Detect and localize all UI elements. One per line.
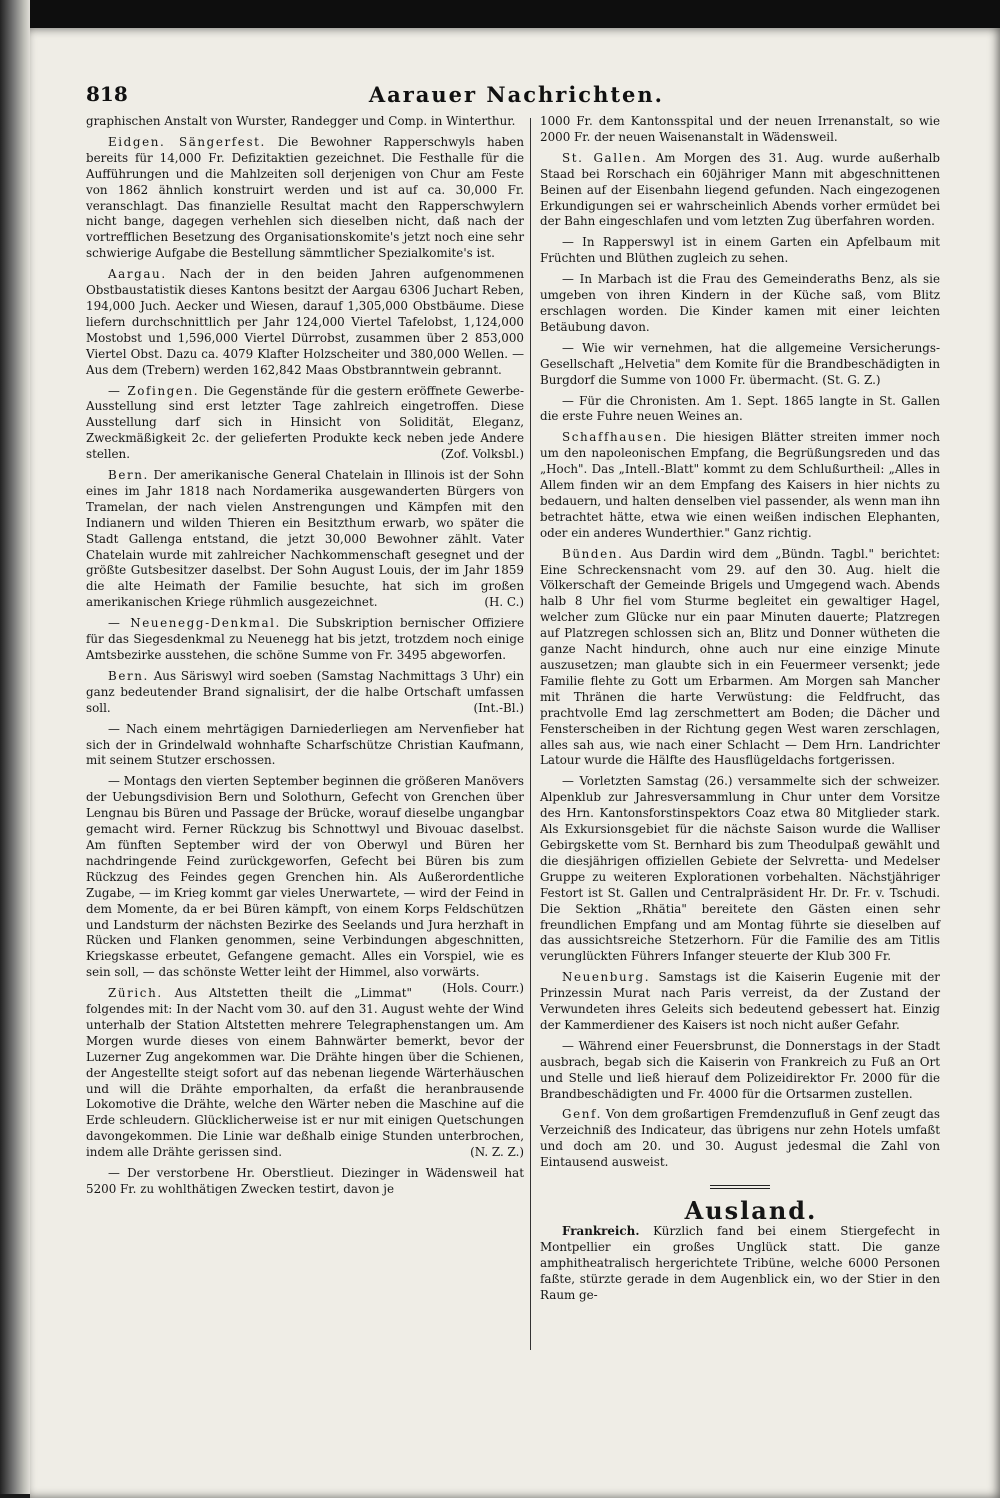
article-text: — Wie wir vernehmen, hat die allgemeine Versicherungs-Gesellschaft „Helvetia" dem Komite für die Brandbeschädigten in Burgdorf die Summe von 1000 Fr. übermacht. (St. G. Z.) — [540, 340, 940, 387]
article-text: Am Morgen des 31. Aug. wurde außerhalb Staad bei Rorschach ein 60jähriger Mann mit abgeschnittenen Beinen auf der Eisenbahn liegend gefunden. Nach eingezogenen Erkundigungen sei er wahrscheinlich Abends vorher ermüdet bei der Bahn eingeschlafen und vom letzten Zug überfahren worden. — [540, 150, 940, 229]
page-header — [86, 82, 664, 112]
article-source: (H. C.) — [484, 595, 524, 610]
article-paragraph — [540, 1039, 940, 1103]
article-text: Kürzlich fand bei einem Stiergefecht in Montpellier ein großes Unglück statt. Die ganze amphitheatralisch hergerichtete Tribüne, welche 6000 Personen faßte, stürzte gerade in dem Augenblick ein, wo der Stier in den Raum ge- — [540, 1224, 940, 1302]
article-paragraph — [540, 774, 940, 965]
article-source: (N. Z. Z.) — [470, 1145, 524, 1160]
article-paragraph — [86, 468, 524, 611]
article-text: Die Gegenstände für die gestern eröffnete Gewerbe-Ausstellung sind erst letzter Tage zahlreich eingetroffen. Diese Ausstellung darf sich in Hinsicht von Solidität, Eleganz, Zweckmäßigkeit 2c. der gelieferten Produkte keck neben jede Andere stellen. — [86, 383, 524, 462]
article-dateline: Schaffhausen. — [562, 430, 669, 445]
article-paragraph — [540, 1107, 940, 1171]
article-text: Aus Altstetten theilt die „Limmat" folgendes mit: In der Nacht vom 30. auf den 31. August wehte der Wind unterhalb der Station Altstetten mehrere Telegraphenstangen um. Am Morgen wurde dieses von einem Bahnwärter bemerkt, bevor der Luzerner Zug angekommen war. Die Drähte hingen über die Schienen, der Angestellte steigt sofort auf das nebenan liegende Wärterhäuschen und will die Drähte emporhalten, da erfaßt die heranbrausende Lokomotive die Drähte, welche den Wärter neben die Maschine auf die Erde schleudern. Glücklicherweise ist er nur mit einigen Quetschungen davongekommen. Die Linie war deßhalb einige Stunden unterbrochen, indem alle Drähte gerissen sind. — [86, 986, 524, 1160]
masthead-title: Aarauer Nachrichten. — [368, 82, 664, 107]
article-paragraph — [86, 267, 524, 378]
article-paragraph — [540, 151, 940, 231]
article-text: Nach der in den beiden Jahren aufgenommenen Obstbaustatistik dieses Kantons besitzt der Aargau 6306 Juchart Reben, 194,000 Juch. Aecker und Wiesen, darauf 1,305,000 Obstbäume. Diese liefern durchschnittlich per Jahr 124,000 Viertel Tafelobst, 1,124,000 Mostobst und 1,596,000 Viertel Dürrobst, zusammen über 2 853,000 Viertel Obst. Dazu ca. 4079 Klafter Holzscheiter und 380,000 Wellen. — Aus dem (Trebern) werden 162,842 Maas Obstbranntwein gebrannt. — [86, 267, 524, 377]
article-text: Aus Dardin wird dem „Bündn. Tagbl." berichtet: Eine Schreckensnacht vom 29. auf den 30. Aug. hielt die Völkerschaft der Gemeinde Brigels und Umgegend wach. Abends halb 8 Uhr fiel vom Sturme begleitet ein gewaltiger Hagel, welcher zum Glücke nur ein paar Minuten dauerte; Platzregen auf Platzregen schlossen sich an, Blitz und Donner wütheten die ganze Nacht hindurch, ohne auch nur eine einzige Minute auszusetzen; man glaubte sich in ein Feuermeer versenkt; jede Familie flehte zu Gott um Erbarmen. Am Morgen sah Mancher mit Thränen die harte Verwüstung: die Feldfrucht, das prachtvolle Emd lag zerschmettert am Boden; die Dächer und Fensterscheiben in der Richtung gegen West waren zerschlagen, alles sah aus, wie nach einer Schlacht — Dem Hrn. Landrichter Latour wurde die Hälfte des Hausflügeldachs fortgerissen. — [540, 546, 940, 768]
article-paragraph — [540, 394, 940, 426]
article-paragraph — [540, 235, 940, 267]
article-text: Die hiesigen Blätter streiten immer noch um den napoleonischen Empfang, die Begrüßungsreden und das „Hoch". Das „Intell.-Blatt" kommt zu dem Schlußurtheil: „Alles in Allem finden wir an dem Empfang des Kaisers in hier nichts zu bedauern, und halten denselben viel passender, als wenn man ihn betrachtet hätte, etwa wie einen weißen indischen Elephanten, oder ein anderes Wunderthier." Ganz richtig. — [540, 430, 940, 540]
section-divider — [710, 1185, 770, 1189]
page-number: 818 — [86, 82, 128, 106]
article-paragraph — [86, 986, 524, 1161]
article-source: (Hols. Courr.) — [441, 981, 524, 996]
article-paragraph — [86, 669, 524, 717]
article-paragraph — [86, 616, 524, 664]
article-paragraph — [540, 430, 940, 541]
article-dateline: Frankreich. — [562, 1224, 640, 1238]
article-paragraph — [86, 722, 524, 770]
article-paragraph — [540, 114, 940, 146]
left-column — [86, 114, 524, 1203]
article-paragraph — [86, 1166, 524, 1198]
article-dateline: — Neuenegg-Denkmal. — [108, 616, 281, 631]
article-paragraph — [540, 547, 940, 770]
article-text: Der amerikanische General Chatelain in Illinois ist der Sohn eines im Jahr 1818 nach Nordamerika ausgewanderten Bürgers von Tramelan, der nach vielen Anstrengungen und Kämpfen mit den Indianern und wilden Thieren ein Besitzthum erwarb, wo später die Stadt Gallenga entstand, die jetzt 30,000 Bewohner zählt. Vater Chatelain wurde mit zahlreicher Nachkommenschaft gesegnet und der größte Gutsbesitzer daselbst. Der Sohn August Louis, der im Jahr 1859 die alte Heimath der Familie besuchte, hat sich im großen amerikanischen Kriege rühmlich ausgezeichnet. — [86, 468, 524, 610]
article-text: — Für die Chronisten. Am 1. Sept. 1865 langte in St. Gallen die erste Fuhre neuen Weines an. — [540, 393, 940, 424]
article-paragraph — [86, 135, 524, 262]
article-text: Aus Säriswyl wird soeben (Samstag Nachmittags 3 Uhr) ein ganz bedeutender Brand signalisirt, der die halbe Ortschaft umfassen soll. — [86, 668, 524, 715]
article-dateline: St. Gallen. — [562, 150, 648, 165]
article-text: — Montags den vierten September beginnen die größeren Manövers der Uebungsdivision Bern und Solothurn, Gefecht von Grenchen über Lengnau bis Büren und Passage der Brücke, worauf dieselbe ungangbar gemacht wird. Ferner Rückzug bis Schnottwyl und Bivouac daselbst. Am fünften September wird der von Oberwyl und Büren her nachdringende Feind zurückgeworfen, Gefecht bei Büren bis zum Rückzug des Feindes gegen Grenchen hin. Als Außerordentliche Zugabe, — im Krieg kommt gar vieles Unerwartete, — wird der Feind in dem Momente, da er bei Büren kämpft, von einem Korps Feldschützen und Landsturm der nächsten Bezirke des Seelands und Jura herzhaft in Rücken und Flanken genommen, seine Verbindungen abgeschnitten, Kriegskasse erbeutet, Gefangene gemacht. Alles ein Vorspiel, wie es sein soll, — das schönste Wetter leiht der Himmel, also vorwärts. — [86, 774, 524, 980]
article-text: — Nach einem mehrtägigen Darniederliegen am Nervenfieber hat sich der in Grindelwald wohnhafte Scharfschütze Christian Kaufmann, mit seinem Stutzer erschossen. — [86, 721, 524, 768]
book-binding — [0, 0, 30, 1494]
article-dateline: Genf. — [562, 1107, 602, 1122]
right-column — [540, 114, 940, 1309]
article-dateline: — Zofingen. — [108, 383, 200, 398]
article-paragraph — [540, 272, 940, 336]
article-text: — Vorletzten Samstag (26.) versammelte sich der schweizer. Alpenklub zur Jahresversammlung in Chur unter dem Vorsitze des Hrn. Kantonsforstinspektors Coaz etwa 80 Mitglieder stark. Als Exkursionsgebiet für die nächste Saison wurde die Walliser Gebirgskette vom St. Bernhard bis zum Theodulpaß gewählt und die diesjährigen offiziellen Gebiete der Selvretta- und Medelser Gruppe zu weiteren Explorationen vorbehalten. Nächstjähriger Festort ist St. Gallen und Centralpräsident Hr. Dr. Fr. v. Tschudi. Die Sektion „Rhätia" bereitete den Gästen einen sehr freundlichen Empfang und am Montag führte sie dieselben auf das aussichtsreiche Stetzerhorn. Für die Familie des am Titlis verunglückten Führers Infanger steuerte der Klub 300 Fr. — [540, 774, 940, 964]
article-text: Die Bewohner Rapperschwyls haben bereits für 14,000 Fr. Defizitaktien gezeichnet. Die Festhalle für die Aufführungen und die Mahlzeiten soll derjenigen von Chur am Feste von 1862 ähnlich konstruirt werden und ist auf ca. 30,000 Fr. veranschlagt. Das finanzielle Resultat macht den Rapperschwylern nicht bange, dagegen verhehlen sich dieselben nicht, daß nach der vortrefflichen Besetzung des Organisationskomite's jetzt noch eine sehr schwierige Aufgabe die Bestellung sämmtlicher Spezialkomite's ist. — [86, 134, 524, 261]
article-dateline: Eidgen. Sängerfest. — [108, 134, 266, 149]
article-paragraph — [540, 341, 940, 389]
article-dateline: Neuenburg. — [562, 970, 651, 985]
article-dateline: Zürich. — [108, 986, 163, 1001]
article-text: — Während einer Feuersbrunst, die Donnerstags in der Stadt ausbrach, begab sich die Kaiserin von Frankreich zu Fuß an Ort und Stelle und ließ hierauf dem Polizeidirektor Fr. 2000 für die Brandbeschädigten und Fr. 4000 für die Ortsarmen zustellen. — [540, 1038, 940, 1101]
article-paragraph — [540, 1224, 940, 1304]
article-text: Die Subskription bernischer Offiziere für das Siegesdenkmal zu Neuenegg hat bis jetzt, trotzdem noch einige Amtsbezirke ausstehen, die schöne Summe von Fr. 3495 abgeworfen. — [86, 616, 524, 662]
column-divider — [530, 118, 531, 1350]
article-paragraph — [540, 970, 940, 1034]
article-source: (Zof. Volksbl.) — [440, 447, 524, 462]
article-dateline: Bern. — [108, 468, 149, 483]
article-source: (Int.-Bl.) — [473, 700, 524, 715]
section-title-ausland: Ausland. — [684, 1196, 818, 1226]
article-paragraph — [86, 114, 524, 130]
article-paragraph — [86, 384, 524, 464]
article-dateline: Bern. — [108, 668, 149, 683]
article-text: Samstags ist die Kaiserin Eugenie mit der Prinzessin Murat nach Paris verreist, da der Zustand der Verwundeten ihres Geleits sich bedeutend gebessert hat. Einzig der Kammerdiener des Kaisers ist noch nicht außer Gefahr. — [540, 970, 940, 1032]
article-text: — In Rapperswyl ist in einem Garten ein Apfelbaum mit Früchten und Blüthen zugleich zu sehen. — [540, 235, 940, 266]
article-dateline: Aargau. — [108, 267, 167, 282]
article-text: Von dem großartigen Fremdenzufluß in Genf zeugt das Verzeichniß des Indicateur, das übrigens nur zehn Hotels umfaßt und doch am 20. und 30. August jedesmal die Zahl von Eintausend ausweist. — [540, 1107, 940, 1170]
article-text: — Der verstorbene Hr. Oberstlieut. Diezinger in Wädensweil hat 5200 Fr. zu wohlthätigen Zwecken testirt, davon je — [86, 1166, 524, 1196]
article-text: 1000 Fr. dem Kantonsspital und der neuen Irrenanstalt, so wie 2000 Fr. der neuen Waisenanstalt in Wädensweil. — [540, 114, 940, 144]
article-text: graphischen Anstalt von Wurster, Randegger und Comp. in Winterthur. — [86, 114, 516, 128]
article-text: — In Marbach ist die Frau des Gemeinderaths Benz, als sie umgeben von ihren Kindern in der Küche saß, vom Blitz erschlagen worden. Die Kinder kamen mit einer leichten Betäubung davon. — [540, 272, 940, 334]
article-dateline: Bünden. — [562, 546, 624, 561]
